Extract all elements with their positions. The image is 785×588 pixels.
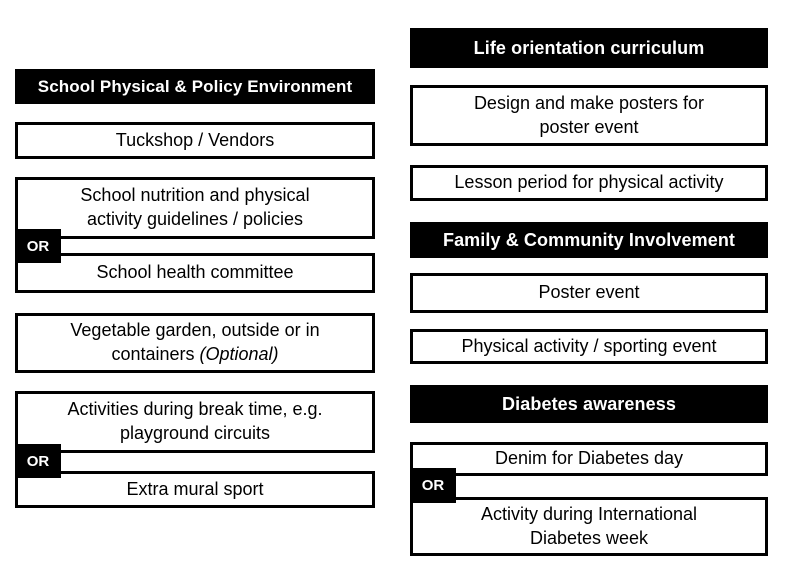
box-break-time-activities (15, 391, 375, 453)
box-poster-event-label: Poster event (538, 282, 640, 303)
box-design-make-posters (410, 85, 768, 146)
or-connector-label: OR (26, 237, 50, 255)
box-denim-for-diabetes-day-label: Denim for Diabetes day (494, 448, 684, 469)
box-international-diabetes-week (410, 497, 768, 556)
box-denim-for-diabetes-day (410, 442, 768, 476)
box-tuckshop-vendors-label: Tuckshop / Vendors (115, 129, 275, 150)
box-poster-event (410, 273, 768, 313)
box-break-time-activities-line2: playground circuits (119, 423, 271, 443)
box-school-nutrition-guidelines-line2: activity guidelines / policies (86, 209, 304, 229)
box-vegetable-garden-line2 (111, 343, 278, 367)
box-school-health-committee (15, 253, 375, 293)
box-extra-mural-sport-label: Extra mural sport (126, 478, 264, 499)
header-life-orientation-curriculum: Life orientation curriculum (410, 28, 768, 68)
box-school-nutrition-guidelines-line1: School nutrition and physical (80, 185, 310, 206)
box-physical-activity-sporting-event (410, 329, 768, 364)
or-connector-activities-sport (15, 444, 61, 478)
box-break-time-activities-line1: Activities during break time, e.g. (67, 399, 323, 420)
box-school-health-committee-label: School health committee (96, 262, 294, 283)
box-vegetable-garden-optional-note: (Optional) (199, 344, 279, 364)
or-connector-nutrition-health (15, 229, 61, 263)
or-connector-label: OR (421, 477, 445, 494)
header-school-physical-policy-environment: School Physical & Policy Environment (15, 69, 375, 104)
box-lesson-period-physical-activity (410, 165, 768, 201)
box-vegetable-garden-line2-text: containers (111, 344, 200, 364)
box-physical-activity-sporting-event-label: Physical activity / sporting event (461, 335, 717, 356)
or-connector-label: OR (26, 452, 50, 470)
box-international-diabetes-week-line1: Activity during International (480, 503, 698, 524)
box-international-diabetes-week-line2: Diabetes week (529, 527, 649, 548)
box-design-make-posters-line2: poster event (539, 116, 639, 137)
or-connector-denim-week (410, 468, 456, 503)
box-extra-mural-sport (15, 471, 375, 508)
box-school-nutrition-guidelines (15, 177, 375, 239)
box-design-make-posters-line1: Design and make posters for (473, 92, 705, 113)
box-vegetable-garden-line1: Vegetable garden, outside or in (70, 320, 320, 341)
box-tuckshop-vendors (15, 122, 375, 159)
header-diabetes-awareness: Diabetes awareness (410, 385, 768, 423)
header-family-community-involvement: Family & Community Involvement (410, 222, 768, 258)
box-vegetable-garden (15, 313, 375, 373)
box-lesson-period-physical-activity-label: Lesson period for physical activity (454, 172, 724, 193)
